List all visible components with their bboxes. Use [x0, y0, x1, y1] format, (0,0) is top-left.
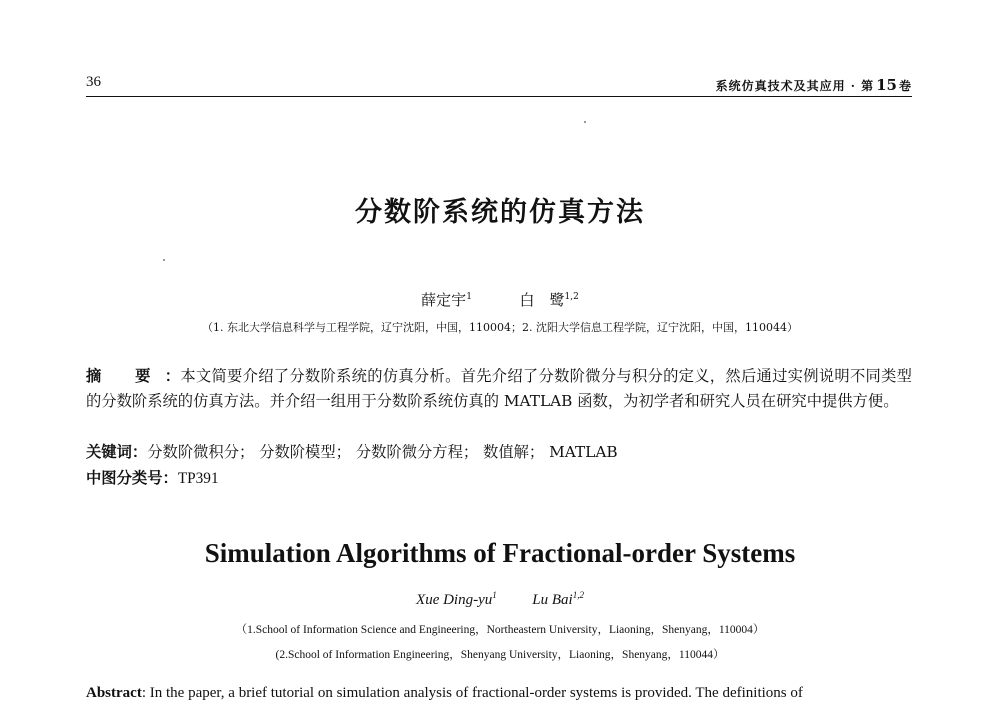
abstract-en-colon: :	[141, 685, 146, 701]
author-cn-1: 薛定宇	[421, 291, 467, 309]
affiliation-en-2: (2.School of Information Engineering，Shenyang University，Liaoning，Shenyang，110044）	[275, 649, 725, 661]
abstract-en-text: In the paper, a brief tutorial on simulation analysis of fractional-order systems is provided. The definitions of	[149, 685, 803, 701]
author-cn-2-sup: 1,2	[564, 292, 579, 302]
keywords-cn-text: 分数阶微积分； 分数阶模型； 分数阶微分方程； 数值解； MATLAB	[147, 443, 618, 461]
paper-title-en: Simulation Algorithms of Fractional-order Systems	[204, 538, 796, 568]
author-en-1-sup: 1	[492, 590, 497, 600]
paper-title-cn: 分数阶系统的仿真方法	[355, 197, 645, 228]
affiliation-cn: （1. 东北大学信息科学与工程学院，辽宁沈阳，中国，110004；2. 沈阳大学信息工程学院，辽宁沈阳，中国，110044）	[202, 321, 798, 334]
abstract-cn-label: 摘 要	[86, 367, 165, 385]
abstract-en-label: Abstract	[86, 685, 142, 701]
journal-name: 系统仿真技术及其应用 · 第	[715, 79, 875, 93]
author-en-2: Lu Bai	[532, 592, 573, 608]
abstract-en	[86, 684, 912, 702]
affiliation-en-1: （1.School of Information Science and Engineering，Northeastern University，Liaoning，Shenyang，110004）	[235, 624, 765, 636]
authors-en	[0, 590, 1000, 609]
abstract-cn-text: 本文简要介绍了分数阶系统的仿真分析。首先介绍了分数阶微分与积分的定义，然后通过实例说明不同类型的分数阶系统的仿真方法。并介绍一组用于分数阶系统仿真的 MATLAB 函数，为初学者和研究人员在研究中提供方便。	[86, 367, 912, 410]
journal-volume-suffix: 卷	[898, 79, 912, 93]
scan-speck	[584, 121, 586, 123]
author-en-2-sup: 1,2	[572, 590, 584, 600]
abstract-cn-colon: ：	[164, 367, 181, 385]
journal-header	[716, 76, 912, 94]
keywords-cn	[86, 440, 618, 462]
classification-cn-code: TP391	[177, 470, 219, 487]
author-cn-1-sup: 1	[466, 292, 472, 302]
classification-cn-label: 中图分类号	[86, 469, 163, 487]
scan-speck	[163, 259, 165, 261]
classification-cn	[86, 466, 219, 488]
header-rule	[86, 96, 912, 97]
journal-volume: 15	[876, 76, 897, 94]
author-cn-2: 白 鹭	[519, 291, 565, 309]
page-number: 36	[86, 74, 101, 90]
author-en-1: Xue Ding-yu	[416, 592, 493, 608]
keywords-cn-label: 关键词	[86, 443, 132, 461]
authors-cn	[0, 289, 1000, 310]
classification-cn-colon: ：	[162, 469, 178, 487]
keywords-cn-colon: ：	[131, 443, 148, 461]
abstract-cn	[86, 364, 912, 413]
